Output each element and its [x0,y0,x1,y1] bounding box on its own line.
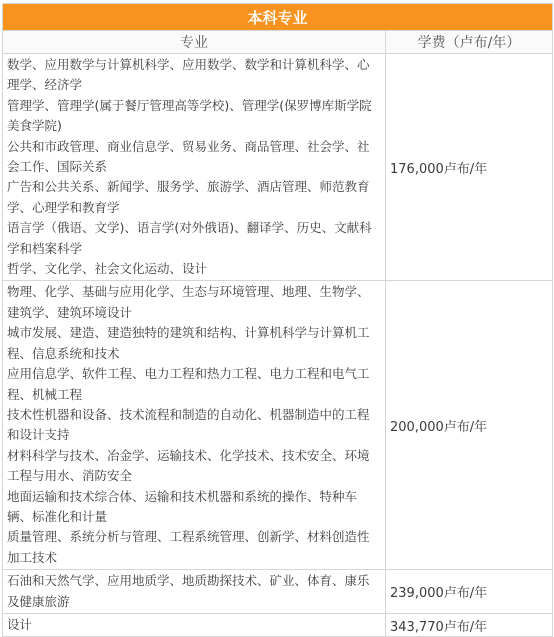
header-major: 专业 [3,31,386,54]
header-fee: 学费（卢布/年） [386,31,553,54]
table-body [3,54,553,637]
major-cell [3,570,386,614]
major-line: 物理、化学、基础与应用化学、生态与环境管理、地理、生物学、建筑学、建筑环境设计 [7,284,370,320]
major-line: 设计 [7,616,33,632]
major-line: 数学、应用数学与计算机科学、应用数学、数学和计算机科学、心理学、经济学 [7,57,370,93]
major-line: 城市发展、建造、建造独特的建筑和结构、计算机科学与计算机工程、信息系统和技术 [7,325,370,361]
table-row [3,613,553,636]
tuition-table [2,3,553,637]
major-line: 技术性机器和设备、技术流程和制造的自动化、机器制造中的工程和设计支持 [7,406,370,443]
table-header-row [3,31,553,54]
major-cell [3,281,386,570]
major-line: 应用信息学、软件工程、电力工程和热力工程、电力工程和电气工程、机械工程 [7,366,370,402]
major-line: 哲学、文化学、社会文化运动、设计 [7,261,208,277]
table-row [3,281,553,570]
major-line: 语言学（俄语、文学)、语言学(对外俄语)、翻译学、历史、文献科学和档案科学 [7,220,372,256]
table-row [3,570,553,614]
table-title-row [3,4,553,31]
table-row [3,54,553,281]
fee-cell: 239,000卢布/年 [386,570,553,614]
fee-cell: 343,770卢布/年 [386,613,553,636]
major-line: 公共和市政管理、商业信息学、贸易业务、商品管理、社会学、社会工作、国际关系 [7,138,370,175]
major-line: 材料科学与技术、冶金学、运输技术、化学技术、技术安全、环境工程与用水、消防安全 [7,447,370,484]
fee-cell: 200,000卢布/年 [386,281,553,570]
major-line: 地面运输和技术综合体、运输和技术机器和系统的操作、特种车辆、标准化和计量 [7,488,358,524]
major-line: 质量管理、系统分析与管理、工程系统管理、创新学、材料创造性加工技术 [7,529,370,565]
major-line: 管理学、管理学(属于餐厅管理高等学校)、管理学(保罗博库斯学院美食学院) [7,97,372,134]
major-cell [3,613,386,636]
table-title: 本科专业 [3,4,553,31]
major-cell [3,54,386,281]
tuition-table-container [2,3,552,637]
major-line: 广告和公共关系、新闻学、服务学、旅游学、酒店管理、师范教育学、心理学和教育学 [7,179,370,215]
fee-cell: 176,000卢布/年 [386,54,553,281]
major-line: 石油和天然气学、应用地质学、地质勘探技术、矿业、体育、康乐及健康旅游 [7,573,370,609]
